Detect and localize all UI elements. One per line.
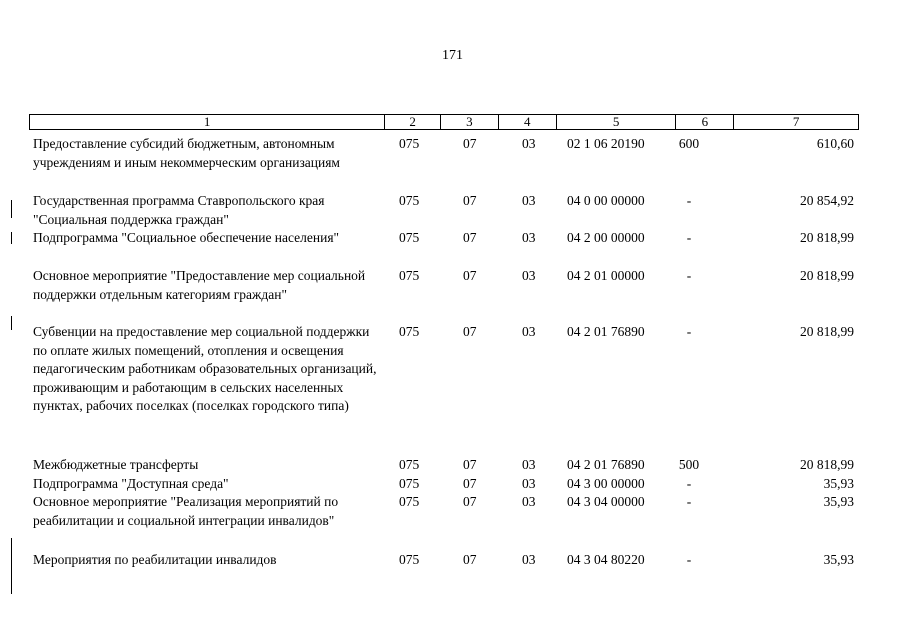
row-subsection-code: 03	[522, 324, 536, 339]
row-section: 075	[399, 268, 420, 283]
row-section: 075	[399, 193, 420, 208]
row-subsection: 07	[463, 552, 477, 567]
row-subsection: 07	[463, 457, 477, 472]
row-amount: 35,93	[823, 494, 854, 509]
row-target-article: 02 1 06 20190	[567, 136, 645, 151]
row-name: Подпрограмма "Социальное обеспечение населения"	[33, 230, 340, 245]
row-subsection-code: 03	[522, 494, 536, 509]
row-expense-type: -	[686, 324, 692, 339]
row-subsection-code: 03	[522, 268, 536, 283]
header-col-3: 3	[441, 115, 499, 129]
margin-mark	[11, 538, 12, 594]
header-col-1: 1	[30, 115, 385, 129]
row-section: 075	[399, 552, 420, 567]
row-subsection-code: 03	[522, 476, 536, 491]
row-subsection: 07	[463, 230, 477, 245]
row-name: Государственная программа Ставропольского края "Социальная поддержка граждан"	[33, 193, 325, 227]
row-name: Межбюджетные трансферты	[33, 457, 199, 472]
row-expense-type: 600	[678, 136, 700, 151]
row-section: 075	[399, 136, 420, 151]
row-target-article: 04 3 04 00000	[567, 494, 645, 509]
row-expense-type: -	[686, 476, 692, 491]
table-header	[29, 114, 859, 130]
margin-mark	[11, 316, 12, 330]
row-target-article: 04 0 00 00000	[567, 193, 645, 208]
row-expense-type: -	[686, 230, 692, 245]
row-subsection-code: 03	[522, 136, 536, 151]
row-target-article: 04 2 00 00000	[567, 230, 645, 245]
row-target-article: 04 3 04 80220	[567, 552, 645, 567]
header-col-7: 7	[792, 114, 800, 129]
row-subsection: 07	[463, 193, 477, 208]
row-expense-type: -	[686, 552, 692, 567]
row-section: 075	[399, 457, 420, 472]
row-amount: 20 854,92	[800, 193, 854, 208]
row-amount: 20 818,99	[800, 324, 854, 339]
row-name: Основное мероприятие "Предоставление мер социальной поддержки отдельным категориям граждан"	[33, 268, 366, 302]
row-subsection-code: 03	[522, 457, 536, 472]
row-subsection: 07	[463, 494, 477, 509]
row-target-article: 04 3 00 00000	[567, 476, 645, 491]
row-amount: 20 818,99	[800, 268, 854, 283]
row-expense-type: -	[686, 268, 692, 283]
header-col-6: 6	[676, 115, 734, 129]
row-section: 075	[399, 230, 420, 245]
header-col-4: 4	[499, 115, 557, 129]
page-number: 171	[442, 48, 463, 63]
row-expense-type: -	[686, 494, 692, 509]
row-target-article: 04 2 01 00000	[567, 268, 645, 283]
header-col-5: 5	[557, 115, 677, 129]
row-amount: 20 818,99	[800, 457, 854, 472]
row-section: 075	[399, 324, 420, 339]
row-target-article: 04 2 01 76890	[567, 324, 645, 339]
margin-mark	[11, 232, 12, 244]
row-subsection-code: 03	[522, 230, 536, 245]
row-subsection: 07	[463, 324, 477, 339]
row-section: 075	[399, 494, 420, 509]
row-subsection: 07	[463, 268, 477, 283]
row-name: Предоставление субсидий бюджетным, автономным учреждениям и иным некоммерческим организациям	[33, 136, 340, 170]
margin-mark	[11, 200, 12, 218]
row-expense-type: 500	[678, 457, 700, 472]
header-col-2: 2	[385, 115, 441, 129]
row-subsection-code: 03	[522, 193, 536, 208]
row-name: Подпрограмма "Доступная среда"	[33, 476, 229, 491]
row-target-article: 04 2 01 76890	[567, 457, 645, 472]
row-subsection: 07	[463, 136, 477, 151]
row-amount: 610,60	[816, 136, 854, 151]
row-name: Основное мероприятие "Реализация мероприятий по реабилитации и социальной интеграции инвалидов"	[33, 494, 339, 528]
row-expense-type: -	[686, 193, 692, 208]
row-amount: 35,93	[823, 476, 854, 491]
row-name: Мероприятия по реабилитации инвалидов	[33, 552, 277, 567]
row-amount: 35,93	[823, 552, 854, 567]
row-section: 075	[399, 476, 420, 491]
row-amount: 20 818,99	[800, 230, 854, 245]
row-name: Субвенции на предоставление мер социальной поддержки по оплате жилых помещений, отопления и освещения педагогическим работникам образовательных организаций, проживающим и работающим в сельских населенных пунктах, рабочих поселках (поселках городского типа)	[33, 324, 377, 413]
row-subsection: 07	[463, 476, 477, 491]
row-subsection-code: 03	[522, 552, 536, 567]
